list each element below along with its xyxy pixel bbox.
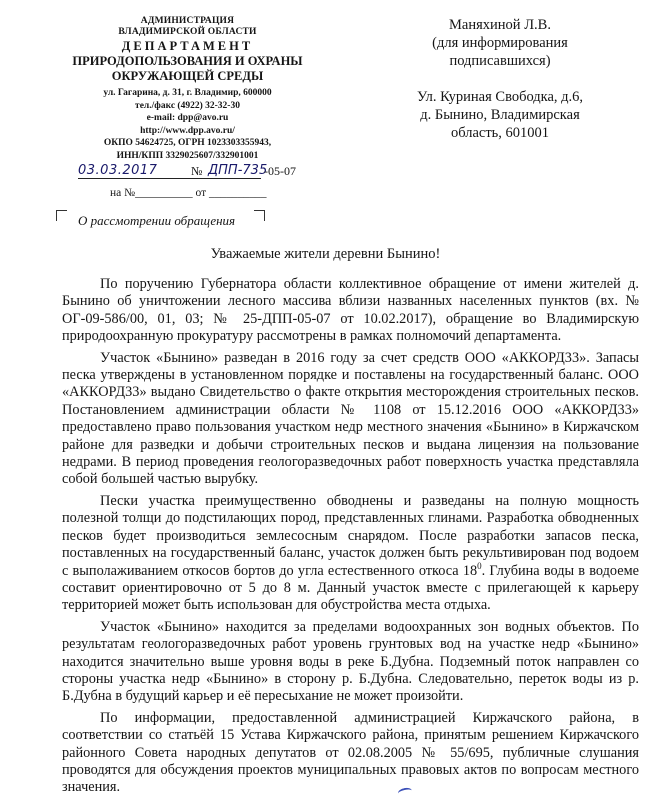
admin-line-2: ВЛАДИМИРСКОЙ ОБЛАСТИ <box>118 27 257 37</box>
letterhead-phone: тел./факс (4922) 32-32-30 <box>135 100 240 111</box>
body-paragraph-5: По информации, предоставленной администрацией Киржачского района, в соответствии со статьёй 15 Устава Киржачского района, принятым решением Киржачского районного Совета народных депутатов от 02.08.2005 № 55/695, публичные слушания проводятся для обсуждения проектов муниципальных правовых актов по вопросам местного значения. <box>62 709 639 796</box>
number-sign: № <box>191 164 203 178</box>
addressee-note-2: подписавшихся) <box>449 53 551 69</box>
department-name-line-2: ОКРУЖАЮЩЕЙ СРЕДЫ <box>111 69 264 83</box>
letter-body <box>62 276 639 800</box>
letterhead-address: ул. Гагарина, д. 31, г. Владимир, 600000 <box>103 88 272 98</box>
body-paragraph-3-part-2: . Глубина воды в водоеме составит ориентировочно от 5 до 8 м. Данный участок вместе с прилегающей к карьеру территорией может быть использован для обустройства места отдыха. <box>62 562 639 614</box>
greeting: Уважаемые жители деревни Бынино! <box>210 246 441 262</box>
letterhead-inn: ИНН/КПП 3329025607/332901001 <box>116 150 259 161</box>
department-title: ДЕПАРТАМЕНТ <box>121 39 254 53</box>
body-paragraph-3-part-1: Пески участка преимущественно обводнены и разведаны на полную мощность полезной толщи до подстилающих пород, представленных глинами. Разработка обводненных песков будет производиться землесосным снарядом. После разработки запасов песка, поставленных на государственный баланс, участок должен быть рекультивирован под водоем с выполаживанием откосов бортов до угла естественного откоса 18 <box>62 492 639 579</box>
letterhead-contacts <box>70 87 305 162</box>
addressee-name: Маняхиной Л.В. <box>449 17 551 33</box>
letterhead <box>70 16 305 162</box>
addressee-region: область, 601001 <box>450 125 550 141</box>
registration-underline <box>78 178 261 179</box>
letterhead-email: e-mail: dpp@avo.ru <box>146 113 229 123</box>
subject-corner-right <box>254 210 265 221</box>
letterhead-okpo: ОКПО 54624725, ОГРН 1023303355943, <box>103 138 272 148</box>
reference-line: на №__________ от __________ <box>110 187 267 199</box>
addressee-street: Ул. Куриная Свободка, д.6, <box>416 89 584 105</box>
admin-line-1: АДМИНИСТРАЦИЯ <box>140 16 235 26</box>
body-paragraph-1: По поручению Губернатора области коллективное обращение от имени жителей д. Бынино об уничтожении лесного массива вблизи названных населенных пунктов (вх. № ОГ-09-586/00, 01, 03; № 25-ДПП-05-07 от 10.02.2017), обращение во Владимирскую природоохранную прокуратуру рассмотрены в рамках полномочий департамента. <box>62 276 639 345</box>
addressee-gap <box>400 70 600 88</box>
handwritten-number: ДПП-735 <box>208 163 268 178</box>
registration-line <box>78 163 318 181</box>
addressee-note-1: (для информирования <box>432 35 568 51</box>
subject-corner-left <box>56 210 67 221</box>
body-paragraph-4: Участок «Бынино» находится за пределами водоохранных зон водных объектов. По результатам геологоразведочных работ уровень грунтовых вод на участке недр «Бынино» находится значительно выше уровня воды в реке Б.Дубна. Подземный поток направлен со стороны участка недр «Бынино» в сторону р. Б.Дубна. Следовательно, переток воды из р. Б.Дубна в будущий карьер и её пересыхание не может произойти. <box>62 618 639 705</box>
addressee-block <box>400 16 600 142</box>
body-paragraph-2: Участок «Бынино» разведан в 2016 году за счет средств ООО «АККОРД33». Запасы песка утверждены в установленном порядке и поставлены на государственный баланс. ООО «АККОРД33» выдано Свидетельство о факте открытия месторождения строительных песков. Постановлением администрации области № 1108 от 15.12.2016 ООО «АККОРД33» предоставлено право пользования участком недр местного значения «Бынино» в Киржачском районе для разведки и добычи строительных песков и выдана лицензия на пользование недрами. В период проведения геологоразведочных работ поверхность участка представляла собой большей частью вырубку. <box>62 349 639 488</box>
department-name-line-1: ПРИРОДОПОЛЬЗОВАНИЯ И ОХРАНЫ <box>72 54 303 68</box>
letterhead-website: http://www.dpp.avo.ru/ <box>140 125 235 136</box>
handwritten-date: 03.03.2017 <box>78 163 158 178</box>
body-paragraph-3 <box>62 493 639 615</box>
degree-superscript: 0 <box>477 560 482 571</box>
subject-line: О рассмотрении обращения <box>78 213 236 228</box>
number-suffix: -05-07 <box>264 164 296 178</box>
addressee-village: д. Бынино, Владимирская <box>420 107 580 123</box>
